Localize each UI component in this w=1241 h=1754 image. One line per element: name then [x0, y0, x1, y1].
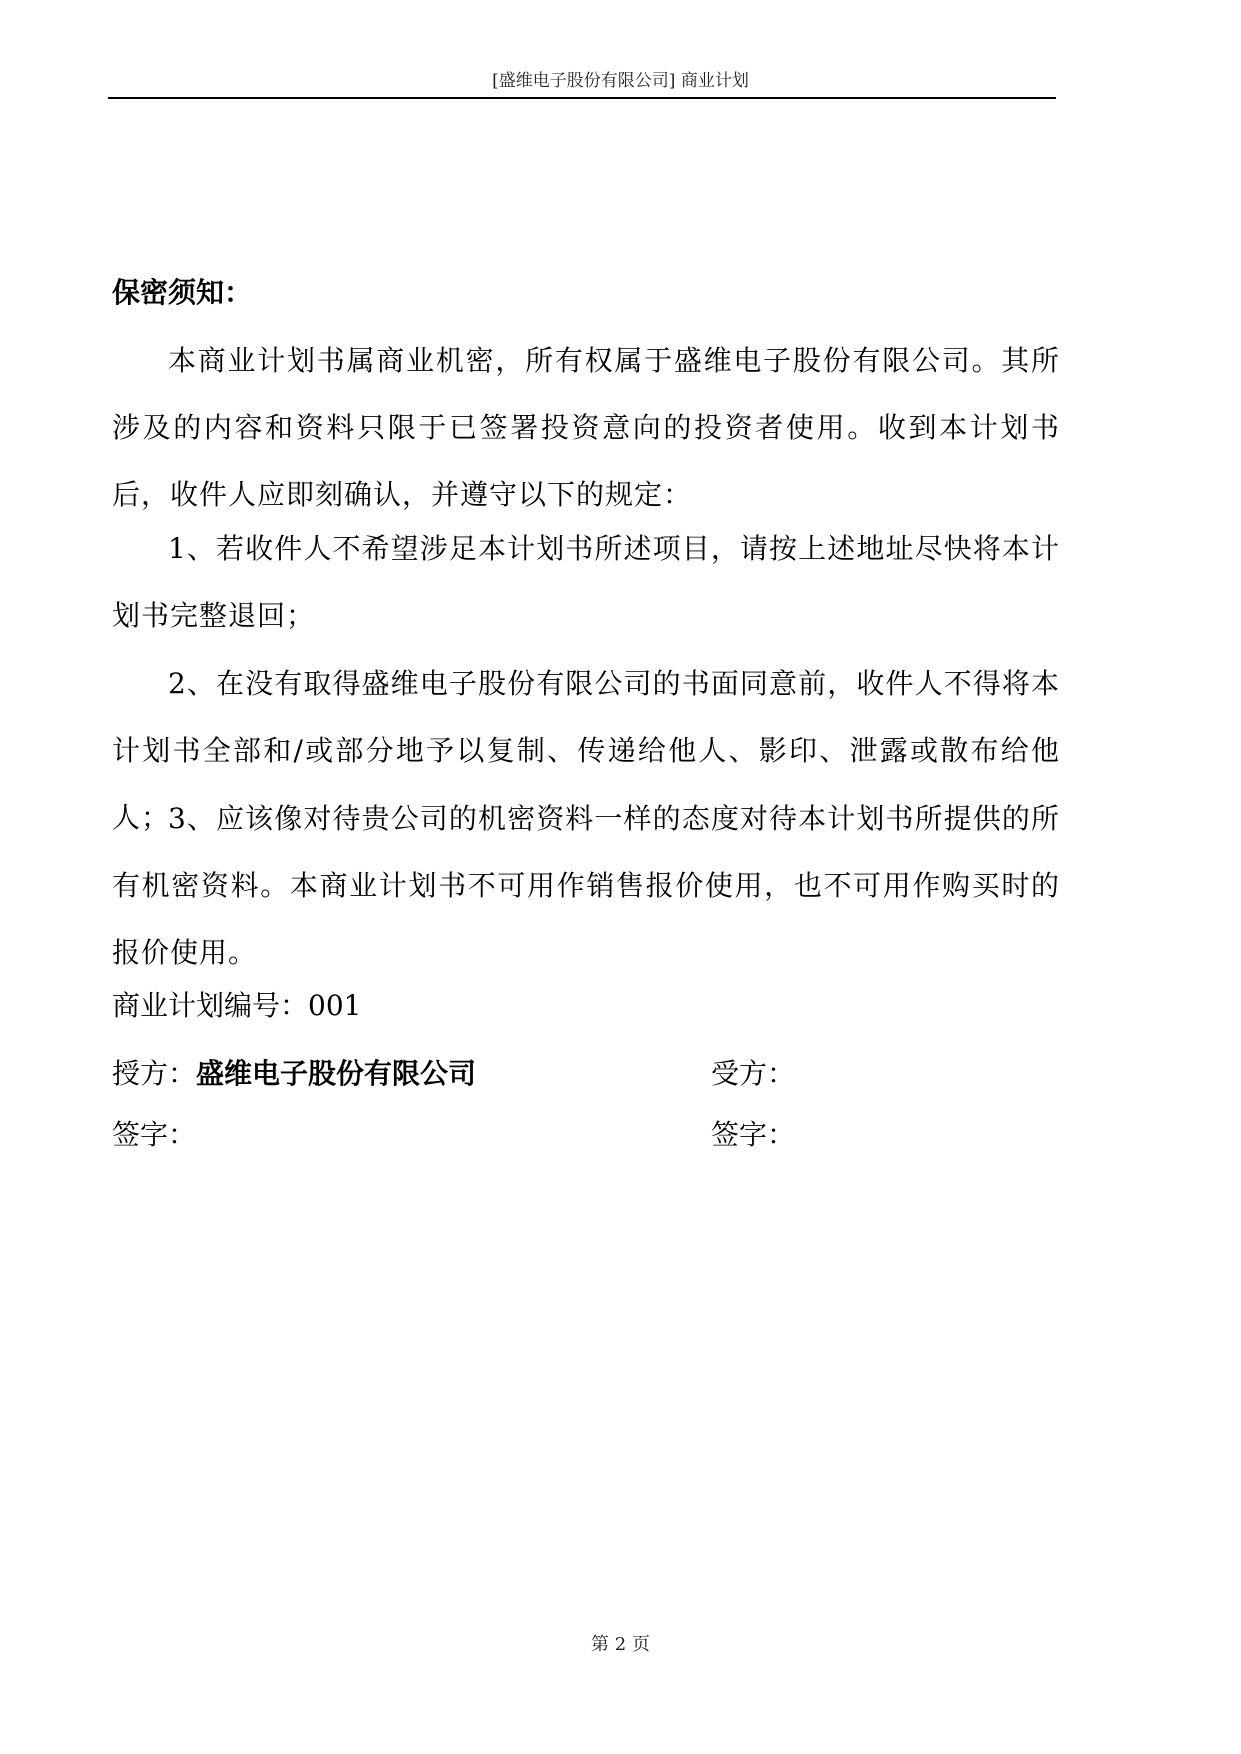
grantee-signature-label: 签字： — [711, 1118, 796, 1151]
plan-number — [112, 988, 361, 1024]
section-title: 保密须知： — [112, 276, 253, 309]
page-number: 第 2 页 — [591, 1634, 650, 1655]
grantee-label: 受方： — [711, 1057, 796, 1090]
grantor-signature-label: 签字： — [112, 1118, 197, 1151]
rule-item-3: 3、应该像对待贵公司的机密资料一样的态度对待本计划书所提供的所有机密资料。本商业计划书不可用作销售报价使用，也不可用作购买时的报价使用。 — [112, 802, 1060, 969]
running-header: [盛维电子股份有限公司] 商业计划 — [492, 71, 749, 91]
header-divider — [108, 97, 1056, 99]
rule-item-2: 2、在没有取得盛维电子股份有限公司的书面同意前，收件人不得将本计划书全部和/或部分地予以复制、传递给他人、影印、泄露或散布给他人； — [112, 667, 1060, 834]
grantor-label: 授方： — [112, 1057, 197, 1090]
plan-number-value: 001 — [308, 989, 362, 1022]
grantor-name: 盛维电子股份有限公司 — [196, 1057, 477, 1090]
plan-number-label: 商业计划编号： — [112, 989, 309, 1022]
rule-item-1: 1、若收件人不希望涉足本计划书所述项目，请按上述地址尽快将本计划书完整退回； — [112, 532, 1060, 632]
grantor — [112, 1056, 476, 1092]
intro-paragraph: 本商业计划书属商业机密，所有权属于盛维电子股份有限公司。其所涉及的内容和资料只限于已签署投资意向的投资者使用。收到本计划书后，收件人应即刻确认，并遵守以下的规定： — [112, 344, 1060, 511]
